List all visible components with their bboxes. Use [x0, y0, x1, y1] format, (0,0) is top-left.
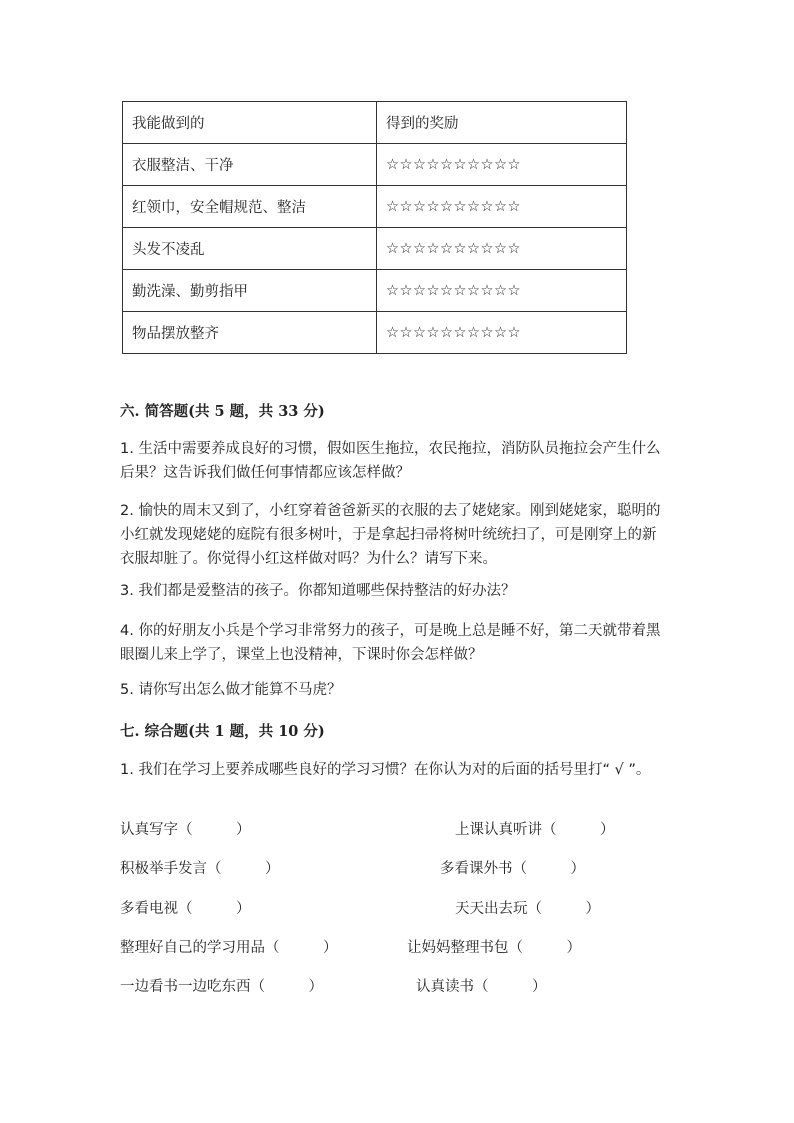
table-cell-item: 物品摆放整齐	[123, 312, 377, 354]
table-cell-item: 头发不凌乱	[123, 228, 377, 270]
option-read-while-eating: 一边看书一边吃东西（ ）	[120, 979, 323, 995]
table-header-can-do: 我能做到的	[123, 102, 377, 144]
table-row	[123, 228, 627, 270]
question-6-5: 5. 请你写出怎么做才能算不马虎？	[120, 682, 342, 698]
question-6-4: 4. 你的好朋友小兵是个学习非常努力的孩子，可是晚上总是睡不好，第二天就带着黑眼圈儿来上学了，课堂上也没精神，下课时你会怎样做？	[120, 623, 661, 663]
table-header-reward: 得到的奖励	[377, 102, 627, 144]
option-read-extracurricular: 多看课外书（ ）	[440, 861, 585, 877]
table-cell-item: 衣服整洁、干净	[123, 144, 377, 186]
table-cell-stars: ☆☆☆☆☆☆☆☆☆☆	[377, 186, 627, 228]
question-6-3: 3. 我们都是爱整洁的孩子。你都知道哪些保持整洁的好办法？	[120, 583, 516, 599]
table-cell-stars: ☆☆☆☆☆☆☆☆☆☆	[377, 144, 627, 186]
option-listen-in-class: 上课认真听讲（ ）	[455, 822, 615, 838]
option-watch-tv: 多看电视（ ）	[120, 901, 251, 917]
table-row	[123, 270, 627, 312]
table-header-row	[123, 102, 627, 144]
option-write-carefully: 认真写字（ ）	[120, 822, 251, 838]
table-cell-stars: ☆☆☆☆☆☆☆☆☆☆	[377, 228, 627, 270]
table-row	[123, 144, 627, 186]
question-6-2: 2. 愉快的周末又到了，小红穿着爸爸新买的衣服的去了姥姥家。刚到姥姥家，聪明的小红就发现姥姥的庭院有很多树叶，于是拿起扫帚将树叶统统扫了，可是刚穿上的新衣服却脏了。你觉得小红这样做对吗？为什么？请写下来。	[120, 503, 661, 567]
reward-table	[122, 101, 627, 354]
table-cell-item: 红领巾，安全帽规范、整洁	[123, 186, 377, 228]
section-6-title: 六. 简答题(共 5 题，共 33 分)	[120, 403, 325, 420]
question-6-1: 1. 生活中需要养成良好的习惯，假如医生拖拉，农民拖拉，消防队员拖拉会产生什么后果？这告诉我们做任何事情都应该怎样做？	[120, 441, 661, 481]
option-raise-hand: 积极举手发言（ ）	[120, 861, 280, 877]
option-read-carefully: 认真读书（ ）	[416, 979, 547, 995]
table-row	[123, 312, 627, 354]
section-7-title: 七. 综合题(共 1 题，共 10 分)	[120, 723, 325, 740]
option-go-out-play: 天天出去玩（ ）	[455, 901, 600, 917]
option-mom-packs-bag: 让妈妈整理书包（ ）	[407, 940, 581, 956]
table-cell-item: 勤洗澡、勤剪指甲	[123, 270, 377, 312]
option-organize-supplies: 整理好自己的学习用品（ ）	[120, 940, 338, 956]
question-7-1: 1. 我们在学习上要养成哪些良好的学习习惯？在你认为对的后面的括号里打“ √ ”。	[120, 762, 651, 778]
table-cell-stars: ☆☆☆☆☆☆☆☆☆☆	[377, 270, 627, 312]
table-cell-stars: ☆☆☆☆☆☆☆☆☆☆	[377, 312, 627, 354]
table-row	[123, 186, 627, 228]
